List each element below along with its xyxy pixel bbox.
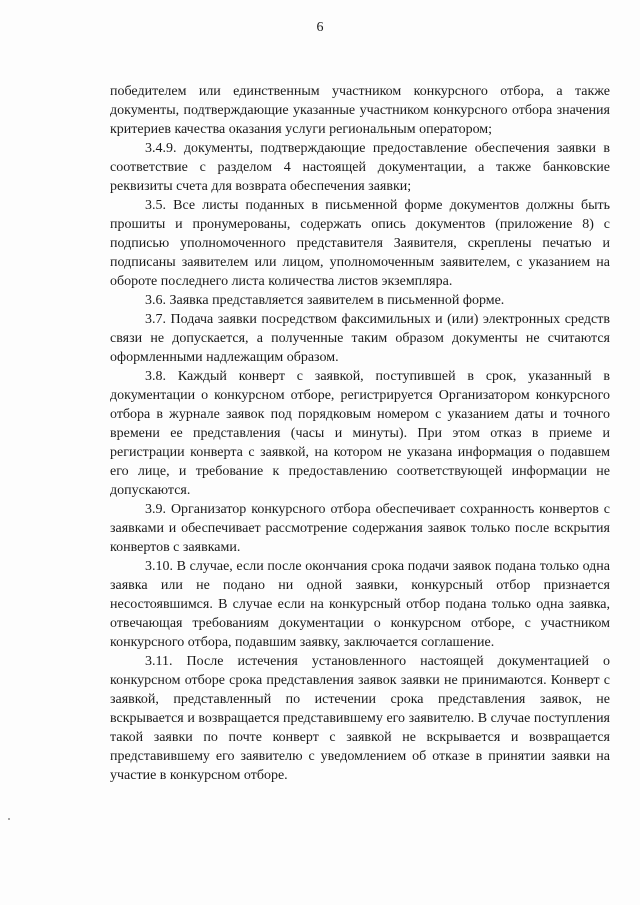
paragraph-text: В случае, если после окончания срока подачи заявок подана только одна заявка или не подано ни одной заявки, конкурсный отбор признается несостоявшимся. В случае если на конкурсный отбор подана только одна заявка, отвечающая требованиям документации о конкурсном отборе, с участником конкурсного отбора, подавшим заявку, заключается соглашение. <box>110 559 610 650</box>
paragraph-3-9 <box>110 500 610 557</box>
paragraph-number: 3.5. <box>145 198 166 213</box>
paragraph-number: 3.7. <box>145 312 166 327</box>
paragraph-text: Заявка представляется заявителем в письменной форме. <box>169 293 505 308</box>
paragraph-3-6 <box>110 291 610 310</box>
paragraph-number: 3.11. <box>145 654 173 669</box>
paragraph-3-5 <box>110 196 610 291</box>
paragraph-text: документы, подтверждающие предоставление обеспечения заявки в соответствие с разделом 4 настоящей документации, а также банковские реквизиты счета для возврата обеспечения заявки; <box>110 141 610 194</box>
paragraph-number: 3.8. <box>145 369 166 384</box>
paragraph-3-4-9 <box>110 139 610 196</box>
paragraph-3-10 <box>110 557 610 652</box>
paragraph-3-11 <box>110 652 610 785</box>
paragraph-text: Каждый конверт с заявкой, поступившей в срок, указанный в документации о конкурсном отборе, регистрируется Организатором конкурсного отбора в журнале заявок под порядковым номером с указанием даты и точного времени ее представления (часы и минуты). При этом отказ в приеме и регистрации конверта с заявкой, на котором не указана информация о подавшем его лице, и требование к предоставлению соответствующей информации не допускаются. <box>110 369 611 498</box>
paragraph-3-7 <box>110 310 610 367</box>
document-body <box>110 82 610 785</box>
paragraph-continuation <box>110 82 610 139</box>
paragraph-text: Подача заявки посредством факсимильных и (или) электронных средств связи не допускается, а полученные таким образом документы не считаются оформленными надлежащим образом. <box>110 312 610 365</box>
paragraph-text: победителем или единственным участником конкурсного отбора, а также документы, подтверждающие указанные участником конкурсного отбора значения критериев качества оказания услуги региональным оператором; <box>110 84 610 137</box>
paragraph-number: 3.4.9. <box>145 141 177 156</box>
paragraph-number: 3.9. <box>145 502 166 517</box>
paragraph-number: 3.10. <box>145 559 173 574</box>
paragraph-text: Все листы поданных в письменной форме документов должны быть прошиты и пронумерованы, содержать опись документов (приложение 8) с подписью уполномоченного представителя Заявителя, скреплены печатью и подписаны заявителем или лицом, уполномоченным заявителем, с указанием на обороте последнего листа количества листов экземпляра. <box>110 198 611 289</box>
paragraph-number: 3.6. <box>145 293 166 308</box>
page-number: 6 <box>316 20 324 35</box>
scan-speck <box>8 818 10 820</box>
paragraph-3-8 <box>110 367 610 500</box>
paragraph-text: Организатор конкурсного отбора обеспечивает сохранность конвертов с заявками и обеспечивает рассмотрение содержания заявок только после вскрытия конвертов с заявками. <box>110 502 611 555</box>
paragraph-text: После истечения установленного настоящей документацией о конкурсном отборе срока представления заявок заявки не принимаются. Конверт с заявкой, представленный по истечении срока представления заявок, не вскрывается и возвращается представившему его заявителю. В случае поступления такой заявки по почте конверт с заявкой не вскрывается и возвращается представившему его заявителю с уведомлением об отказе в принятии заявки на участие в конкурсном отборе. <box>110 654 610 783</box>
